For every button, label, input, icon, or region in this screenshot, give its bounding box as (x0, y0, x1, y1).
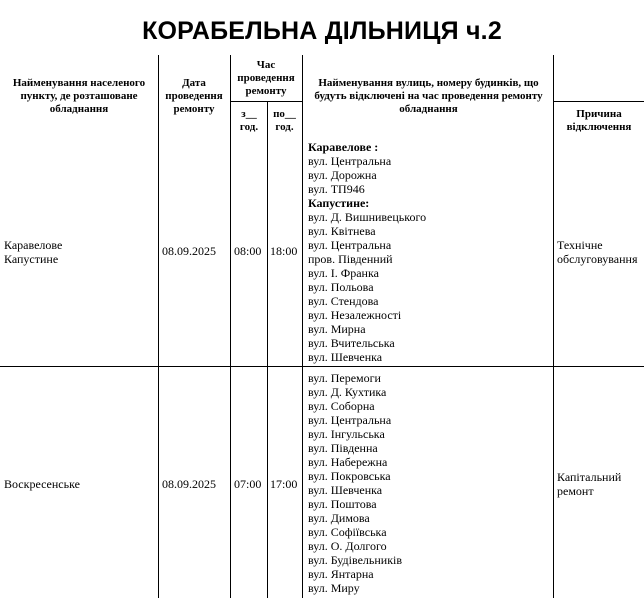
table-row-1-settlement (4, 238, 154, 266)
table-row-2-settlement (4, 477, 154, 491)
street-item: вул. Дорожна (308, 168, 377, 182)
street-item: вул. І. Франка (308, 266, 379, 280)
table-row-2-time-to: 17:00 (270, 477, 298, 491)
street-item: вул. Стендова (308, 294, 379, 308)
reason-line: ремонт (557, 484, 594, 498)
street-item: вул. Димова (308, 511, 370, 525)
table-row-1-street-list (308, 140, 426, 364)
table-row-2-date: 08.09.2025 (162, 477, 216, 491)
header-streets: Найменування вулиць, номеру будинків, що будуть відключені на час проведення ремонту обладнання (314, 77, 543, 115)
street-item: вул. Південна (308, 441, 378, 455)
street-item: вул. Покровська (308, 469, 391, 483)
street-item: вул. Д. Вишнивецького (308, 210, 427, 224)
header-settlement: Найменування населеного пункту, де розташоване обладнання (12, 77, 146, 115)
street-item: вул. О. Долгого (308, 539, 387, 553)
street-item: вул. Перемоги (308, 371, 381, 385)
street-item: вул. Поштова (308, 497, 377, 511)
street-item: вул. Незалежності (308, 308, 402, 322)
street-item: вул. Польова (308, 280, 374, 294)
street-item: вул. Шевченка (308, 483, 383, 497)
header-date: Дата проведення ремонту (165, 77, 223, 115)
street-item: вул. Набережна (308, 455, 388, 469)
street-item: вул. Центральна (308, 238, 392, 252)
settlement-line: Капустине (4, 252, 59, 266)
table-grid-line (553, 55, 554, 598)
table-row-1-reason (557, 238, 643, 266)
table-row-2-street-list (308, 371, 402, 595)
street-item: пров. Південний (308, 252, 393, 266)
street-item: вул. Софіївська (308, 525, 387, 539)
street-item: вул. Соборна (308, 399, 375, 413)
table-grid-line (158, 55, 159, 598)
settlement-line: Воскресенське (4, 477, 80, 491)
street-item: вул. Інгульська (308, 427, 385, 441)
street-item: вул. Миру (308, 581, 360, 595)
table-grid-line (230, 101, 303, 102)
street-item: вул. Центральна (308, 154, 392, 168)
table-row-1-time-from: 08:00 (234, 244, 262, 258)
table-grid-line (302, 55, 303, 598)
header-time-from: з__ год. (239, 108, 259, 133)
street-item: вул. Будівельників (308, 553, 403, 567)
header-time: Час проведення ремонту (237, 59, 295, 97)
village-heading: Капустине: (308, 196, 370, 210)
street-item: вул. Д. Кухтика (308, 385, 387, 399)
table-grid-line (553, 101, 644, 102)
header-time-to: по__ год. (273, 108, 296, 133)
street-item: вул. Квітнева (308, 224, 376, 238)
reason-line: обслуговування (557, 252, 638, 266)
header-reason: Причина відключення (566, 108, 632, 133)
street-item: вул. Вчительська (308, 336, 395, 350)
table-row-2-reason (557, 470, 643, 498)
street-item: вул. ТП946 (308, 182, 365, 196)
table-grid-line (0, 366, 644, 367)
street-item: вул. Янтарна (308, 567, 374, 581)
page-title: КОРАБЕЛЬНА ДІЛЬНИЦЯ ч.2 (142, 17, 502, 45)
street-item: вул. Шевченка (308, 350, 383, 364)
table-row-1-date: 08.09.2025 (162, 244, 216, 258)
street-item: вул. Центральна (308, 413, 392, 427)
table-grid-line (230, 55, 231, 598)
settlement-line: Каравелове (4, 238, 63, 252)
table-row-1-time-to: 18:00 (270, 244, 298, 258)
table-grid-line (267, 102, 268, 598)
village-heading: Каравелове : (308, 140, 379, 154)
street-item: вул. Мирна (308, 322, 366, 336)
reason-line: Капітальний (557, 470, 622, 484)
reason-line: Технічне (557, 238, 603, 252)
table-row-2-time-from: 07:00 (234, 477, 262, 491)
